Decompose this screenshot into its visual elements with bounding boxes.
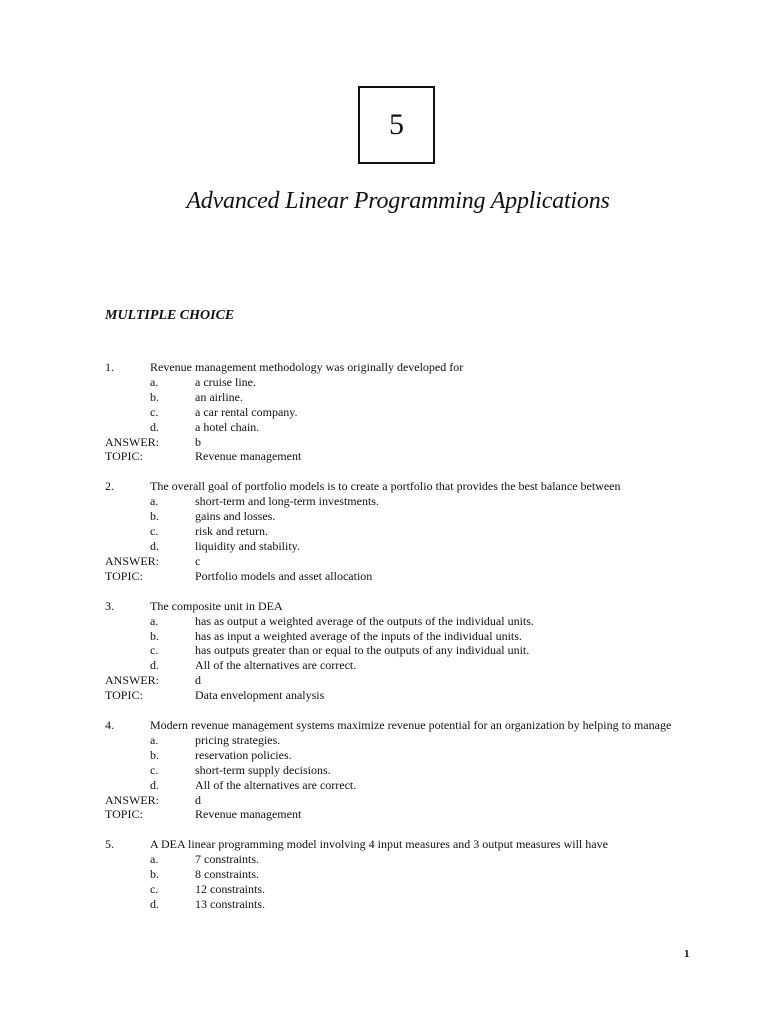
option-letter: b. xyxy=(150,867,159,882)
answer-row xyxy=(105,435,675,450)
option-text: a hotel chain. xyxy=(195,419,260,434)
question-number: 3. xyxy=(105,598,114,613)
option-text: gains and losses. xyxy=(195,509,276,524)
answer-label: ANSWER: xyxy=(105,792,159,807)
option-text: a cruise line. xyxy=(195,374,256,389)
question-text: A DEA linear programming model involving 4 input measures and 3 output measures will have xyxy=(150,837,608,852)
option-letter: d. xyxy=(150,538,159,553)
option-letter: d. xyxy=(150,419,159,434)
question-stem xyxy=(105,360,675,375)
question-stem xyxy=(105,479,675,494)
option-c xyxy=(105,524,675,539)
question-text: The overall goal of portfolio models is to create a portfolio that provides the best balance between xyxy=(150,479,621,494)
page-number: 1 xyxy=(684,948,690,960)
answer-label: ANSWER: xyxy=(105,673,159,688)
question-4 xyxy=(105,718,675,822)
option-text: an airline. xyxy=(195,389,243,404)
option-text: pricing strategies. xyxy=(195,732,281,747)
option-letter: c. xyxy=(150,882,159,897)
question-stem xyxy=(105,718,675,733)
option-letter: c. xyxy=(150,762,159,777)
option-text: risk and return. xyxy=(195,524,268,539)
option-d xyxy=(105,778,675,793)
option-text: liquidity and stability. xyxy=(195,538,300,553)
answer-row xyxy=(105,793,675,808)
topic-value: Revenue management xyxy=(195,807,302,822)
option-a xyxy=(105,733,675,748)
question-stem xyxy=(105,837,675,852)
option-c xyxy=(105,405,675,420)
option-letter: a. xyxy=(150,732,159,747)
option-letter: c. xyxy=(150,643,159,658)
option-d xyxy=(105,420,675,435)
question-text: Modern revenue management systems maximize revenue potential for an organization by helping to manage xyxy=(150,718,672,733)
answer-row xyxy=(105,554,675,569)
topic-value: Portfolio models and asset allocation xyxy=(195,568,373,583)
question-list xyxy=(105,360,675,927)
option-text: short-term and long-term investments. xyxy=(195,494,379,509)
topic-value: Data envelopment analysis xyxy=(195,688,325,703)
topic-label: TOPIC: xyxy=(105,568,143,583)
option-letter: c. xyxy=(150,404,159,419)
option-letter: a. xyxy=(150,613,159,628)
option-text: reservation policies. xyxy=(195,747,292,762)
option-c xyxy=(105,882,675,897)
topic-row xyxy=(105,449,675,464)
option-letter: d. xyxy=(150,658,159,673)
option-text: short-term supply decisions. xyxy=(195,762,331,777)
option-text: has as input a weighted average of the inputs of the individual units. xyxy=(195,628,522,643)
option-a xyxy=(105,494,675,509)
option-letter: b. xyxy=(150,747,159,762)
option-c xyxy=(105,763,675,778)
option-text: 12 constraints. xyxy=(195,882,265,897)
option-text: All of the alternatives are correct. xyxy=(195,777,357,792)
topic-value: Revenue management xyxy=(195,449,302,464)
option-text: 7 constraints. xyxy=(195,852,259,867)
option-text: a car rental company. xyxy=(195,404,298,419)
option-text: has outputs greater than or equal to the outputs of any individual unit. xyxy=(195,643,530,658)
topic-label: TOPIC: xyxy=(105,807,143,822)
option-letter: b. xyxy=(150,628,159,643)
option-a xyxy=(105,852,675,867)
option-text: 13 constraints. xyxy=(195,897,265,911)
chapter-number: 5 xyxy=(389,108,404,141)
option-letter: a. xyxy=(150,374,159,389)
answer-value: d xyxy=(195,792,201,807)
topic-row xyxy=(105,688,675,703)
question-stem xyxy=(105,599,675,614)
option-text: 8 constraints. xyxy=(195,867,259,882)
question-3 xyxy=(105,599,675,703)
option-b xyxy=(105,390,675,405)
option-letter: a. xyxy=(150,852,159,867)
answer-label: ANSWER: xyxy=(105,553,159,568)
option-letter: c. xyxy=(150,524,159,539)
question-text: Revenue management methodology was originally developed for xyxy=(150,360,464,374)
topic-row xyxy=(105,569,675,584)
option-d xyxy=(105,897,675,912)
option-d xyxy=(105,539,675,554)
topic-label: TOPIC: xyxy=(105,688,143,703)
question-number: 1. xyxy=(105,360,114,374)
answer-value: d xyxy=(195,673,201,688)
question-number: 5. xyxy=(105,837,114,852)
question-1 xyxy=(105,360,675,464)
option-letter: a. xyxy=(150,494,159,509)
option-a xyxy=(105,375,675,390)
option-letter: d. xyxy=(150,897,159,911)
question-text: The composite unit in DEA xyxy=(150,598,283,613)
option-d xyxy=(105,658,675,673)
option-b xyxy=(105,629,675,644)
chapter-number-box xyxy=(358,86,435,164)
question-2 xyxy=(105,479,675,583)
option-c xyxy=(105,643,675,658)
question-number: 2. xyxy=(105,479,114,494)
topic-label: TOPIC: xyxy=(105,449,143,464)
option-b xyxy=(105,509,675,524)
chapter-title: Advanced Linear Programming Applications xyxy=(186,188,610,214)
topic-row xyxy=(105,807,675,822)
option-text: has as output a weighted average of the outputs of the individual units. xyxy=(195,613,534,628)
option-b xyxy=(105,867,675,882)
option-b xyxy=(105,748,675,763)
answer-label: ANSWER: xyxy=(105,434,159,449)
option-a xyxy=(105,614,675,629)
section-heading: MULTIPLE CHOICE xyxy=(105,308,235,323)
option-text: All of the alternatives are correct. xyxy=(195,658,357,673)
option-letter: b. xyxy=(150,509,159,524)
option-letter: d. xyxy=(150,777,159,792)
answer-row xyxy=(105,673,675,688)
question-number: 4. xyxy=(105,718,114,733)
answer-value: b xyxy=(195,434,201,449)
option-letter: b. xyxy=(150,389,159,404)
answer-value: c xyxy=(195,553,201,568)
question-5 xyxy=(105,837,675,912)
